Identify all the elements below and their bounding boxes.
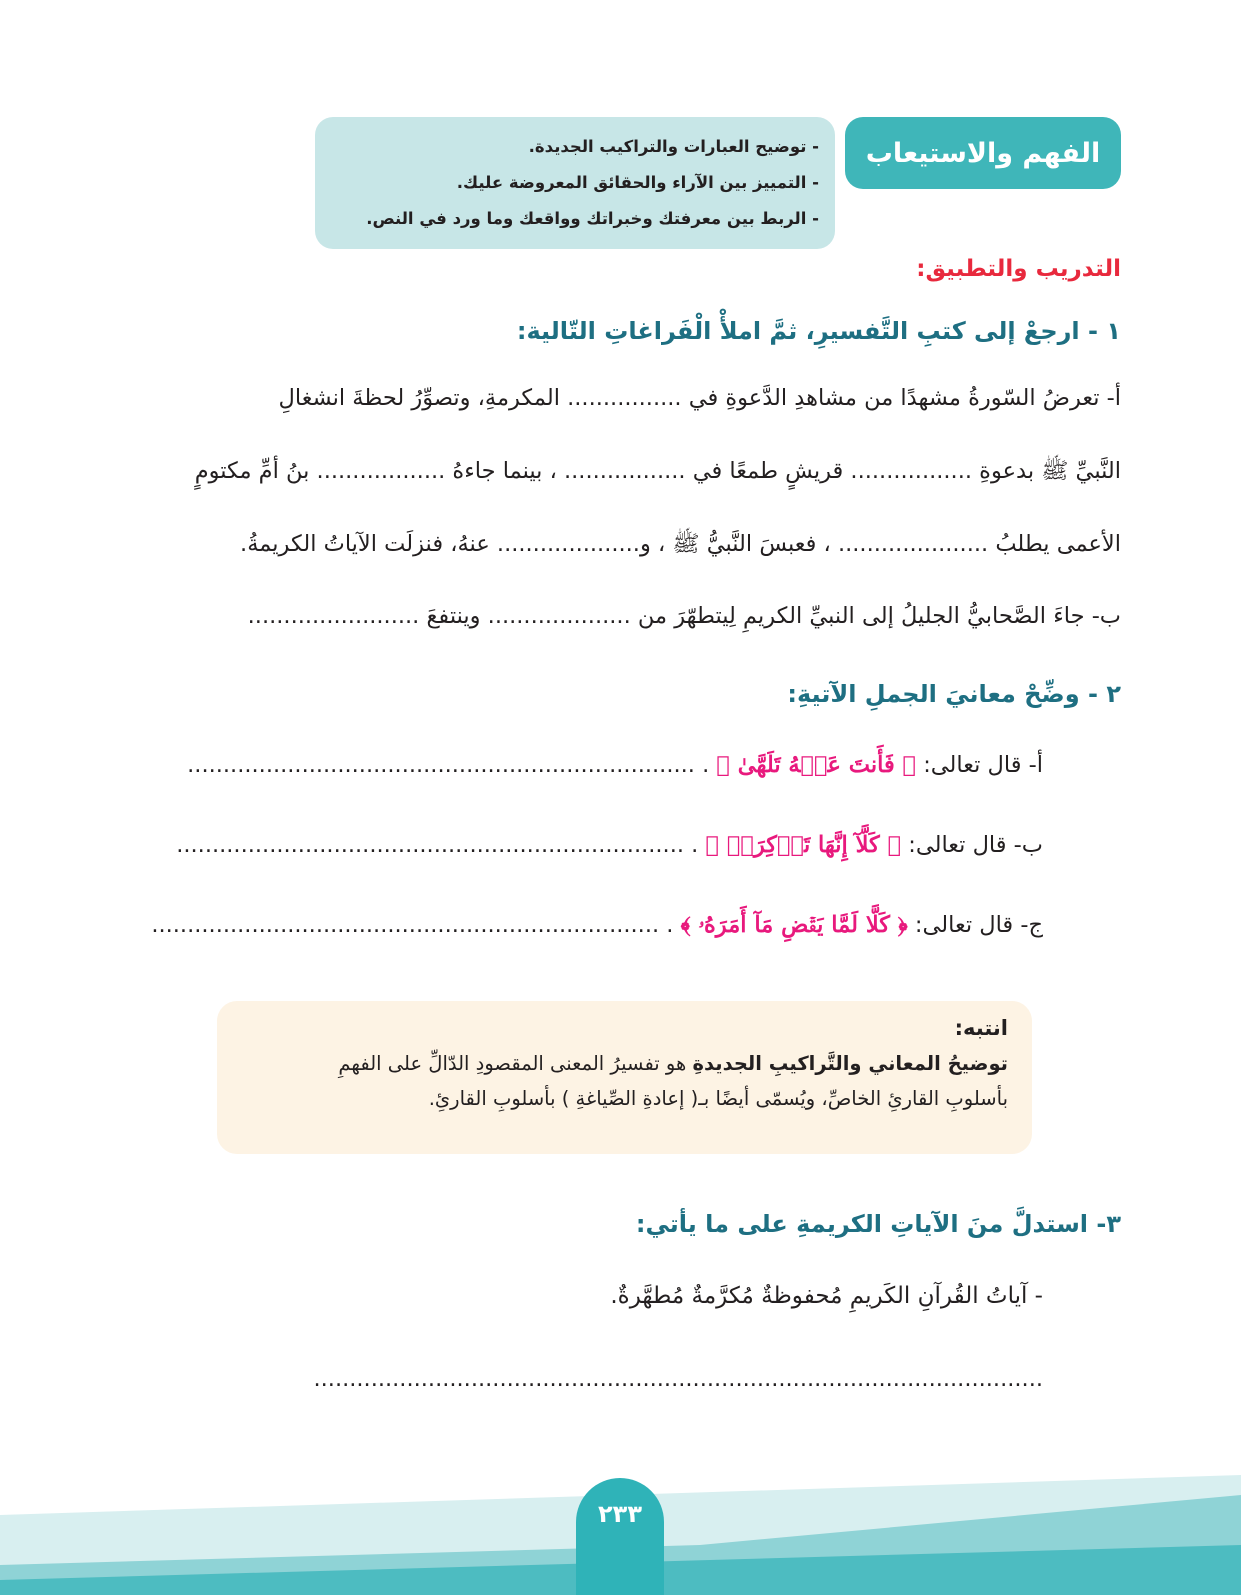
learning-objectives [315, 117, 835, 249]
objective-item: - الربط بين معرفتك وخبراتك وواقعك وما ورد في النص. [366, 209, 819, 228]
quran-verse: ﴿ كَلَّا لَمَّا يَقۡضِ مَآ أَمَرَهُۥ ﴾ [680, 912, 908, 938]
note-title: انتبه: [954, 1016, 1008, 1040]
note-line-1 [233, 1046, 1008, 1081]
q1-line-3: الأعمى يطلبُ ..................... ، فعبسَ النَّبيُّ ﷺ ، و.................... عنهُ، فنزلَت الآياتُ الكريمةُ. [240, 531, 1121, 557]
page-number: ٢٣٣ [576, 1478, 664, 1595]
q2-item-prefix: ج- قال تعالى: [907, 912, 1043, 938]
q1-line-4: ب- جاءَ الصَّحابيُّ الجليلُ إلى النبيِّ الكريمِ لِيتطهّرَ من .................... وينتفعَ ........................ [247, 603, 1121, 629]
q2-item-b [176, 832, 1043, 858]
answer-dots: . ....................................................................... [176, 832, 706, 858]
answer-dots: . ....................................................................... [187, 752, 717, 778]
question-1-title: ١ - ارجعْ إلى كتبِ التَّفسيرِ، ثمَّ املأْ الْفَراغاتِ التّالية: [516, 317, 1121, 345]
quran-verse: ﴿ فَأَنتَ عَنۡهُ تَلَهَّىٰ ﴾ [716, 752, 917, 778]
q2-item-a [187, 752, 1043, 778]
note-box [217, 1001, 1032, 1154]
q3-item: - آياتُ القُرآنِ الكَريمِ مُحفوظةٌ مُكرَّمةٌ مُطهَّرةٌ. [610, 1283, 1043, 1309]
q2-item-prefix: ب- قال تعالى: [901, 832, 1043, 858]
note-line-2: بأسلوبِ القارئِ الخاصِّ، ويُسمّى أيضًا بـ( إعادةِ الصِّياغةِ ) بأسلوبِ القارئِ. [428, 1087, 1008, 1110]
quran-verse: ﴿ كَلَّآ إِنَّهَا تَذۡكِرَةٞ ﴾ [705, 832, 902, 858]
note-definition: هو تفسيرُ المعنى المقصودِ الدّالِّ على الفهمِ [338, 1052, 693, 1075]
q2-item-prefix: أ- قال تعالى: [916, 752, 1043, 778]
objective-item: - توضيح العبارات والتراكيب الجديدة. [528, 137, 819, 156]
section-title: التدريب والتطبيق: [916, 256, 1121, 282]
section-badge: الفهم والاستيعاب [845, 117, 1121, 189]
question-3-title: ٣- استدلَّ منَ الآياتِ الكريمةِ على ما يأتي: [635, 1210, 1121, 1238]
answer-dots: . ....................................................................... [151, 912, 681, 938]
q2-item-c [151, 912, 1043, 938]
q1-line-1: أ- تعرضُ السّورةُ مشهدًا من مشاهدِ الدَّعوةِ في ................ المكرمةِ، وتصوِّرُ لحظةَ انشغالِ [278, 385, 1121, 411]
objective-item: - التمييز بين الآراء والحقائق المعروضة عليك. [456, 173, 819, 192]
note-bold-term: توضيحُ المعاني والتَّراكيبِ الجديدةِ [692, 1052, 1008, 1075]
q1-line-2: النَّبيِّ ﷺ بدعوةِ ................. قريشٍ طمعًا في ................. ، بينما جاءهُ .................. بنُ أمِّ مكتومٍ [194, 458, 1121, 484]
q3-answer-dots: ...................................................................................................... [313, 1366, 1043, 1392]
question-2-title: ٢ - وضِّحْ معانيَ الجملِ الآتيةِ: [787, 680, 1121, 708]
